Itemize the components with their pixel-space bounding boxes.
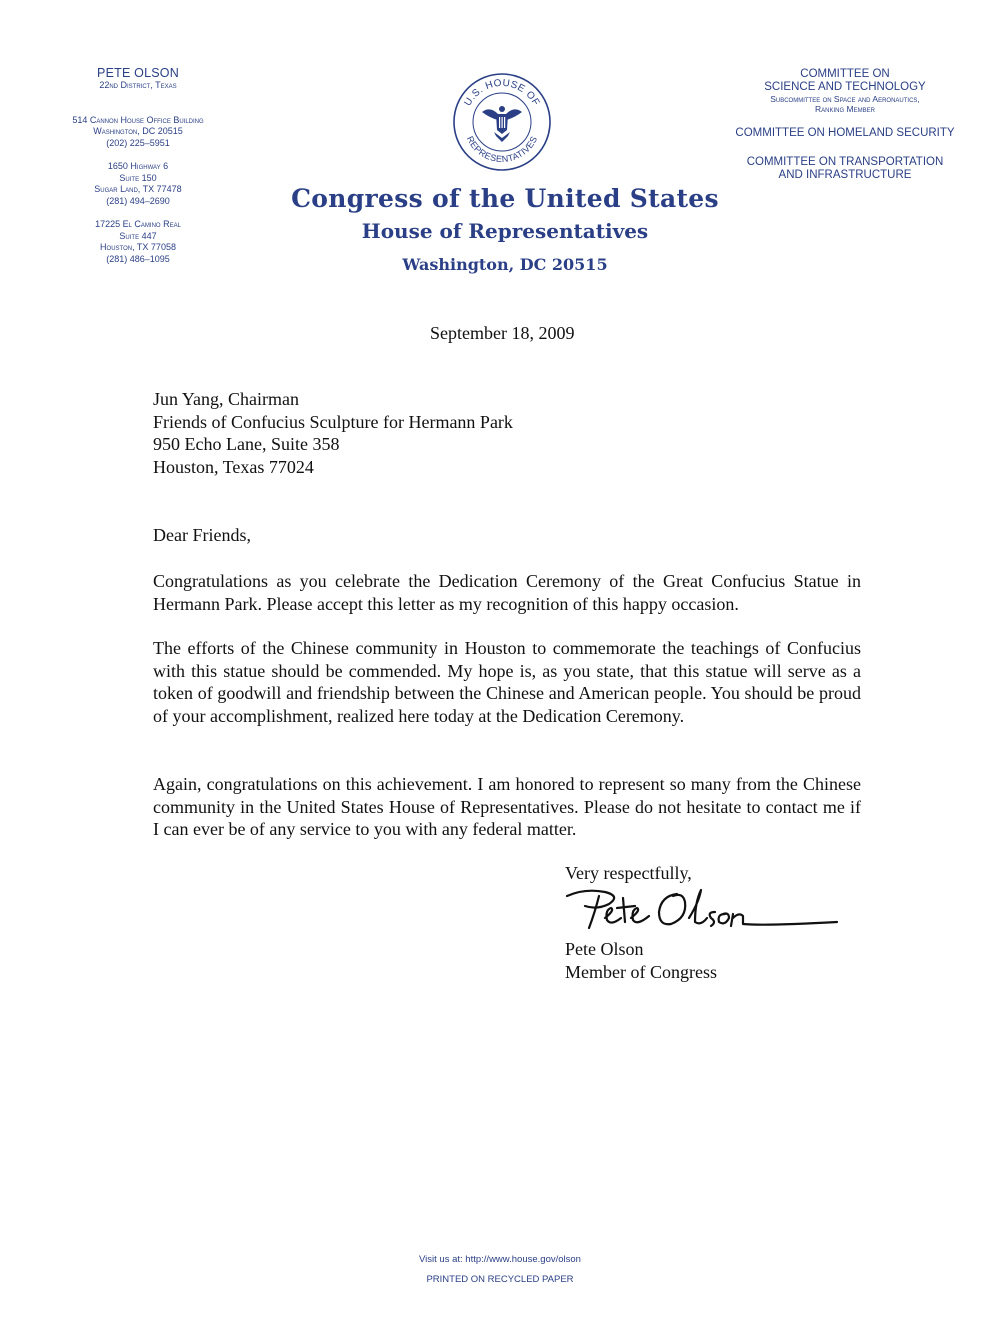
svg-text:REPRESENTATIVES: REPRESENTATIVES	[464, 134, 540, 165]
sender-name: PETE OLSON	[97, 66, 179, 80]
office-washington	[40, 115, 236, 150]
office-line: Suite 447	[119, 230, 157, 241]
office-line: Suite 150	[119, 172, 157, 183]
committee-line: COMMITTEE ON TRANSPORTATION	[746, 156, 944, 168]
recipient-line: Jun Yang, Chairman	[153, 389, 300, 409]
closing: Very respectfully,	[565, 863, 692, 883]
office-phone: (281) 486–1095	[106, 253, 170, 264]
office-phone: (281) 494–2690	[106, 195, 170, 206]
office-phone: (202) 225–5951	[106, 137, 170, 148]
letter-date: September 18, 2009	[430, 323, 575, 343]
sender-district: 22nd District, Texas	[99, 80, 177, 90]
committee-role: Ranking Member	[815, 104, 875, 114]
subcommittee-line: Subcommittee on Space and Aeronautics,	[770, 94, 920, 104]
recipient-line: Friends of Confucius Sculpture for Hermann Park	[153, 411, 513, 432]
office-line: Houston, TX 77058	[100, 242, 176, 252]
recipient-line: Houston, Texas 77024	[153, 456, 314, 477]
body-paragraph: Again, congratulations on this achievement. I am honored to represent so many from the Chinese community in the United States House of Representatives. Please do not hesitate to contact me if I can ever be of any service to you with any federal matter.	[153, 774, 861, 839]
office-line: Sugar Land, TX 77478	[94, 184, 182, 194]
handwritten-signature	[565, 882, 840, 942]
footer-recycled: PRINTED ON RECYCLED PAPER	[426, 1274, 574, 1285]
body-paragraph: Congratulations as you celebrate the Dedication Ceremony of the Great Confucius Statue in Hermann Park. Please accept this letter as my recognition of this happy occasion.	[153, 571, 861, 614]
committee-block	[720, 68, 970, 182]
letterhead-title-block	[280, 182, 730, 280]
committee-transportation	[720, 156, 970, 182]
office-houston	[40, 219, 236, 265]
body-paragraph: The efforts of the Chinese community in Houston to commemorate the teachings of Confucius with this statue should be commended. My hope is, as you state, that this statue will serve as a token of goodwill and friendship between the Chinese and American people. You should be proud of your accomplishment, realized here today at the Dedication Ceremony.	[153, 638, 861, 726]
office-line: 514 Cannon House Office Building	[72, 114, 204, 125]
committee-line: COMMITTEE ON HOMELAND SECURITY	[735, 127, 955, 139]
office-line: 17225 El Camino Real	[95, 219, 181, 229]
sender-address-block	[40, 66, 236, 265]
committee-line: AND INFRASTRUCTURE	[778, 169, 912, 181]
letterhead-location: Washington, DC 20515	[402, 255, 608, 274]
signer-title: Member of Congress	[565, 961, 717, 982]
svg-text:U.S. HOUSE OF: U.S. HOUSE OF	[462, 77, 542, 109]
recipient-address	[153, 388, 513, 478]
committee-line: SCIENCE AND TECHNOLOGY	[764, 81, 926, 93]
office-sugar-land	[40, 161, 236, 207]
signer-name: Pete Olson	[565, 939, 644, 959]
footer-website: Visit us at: http://www.house.gov/olson	[419, 1254, 581, 1265]
letterhead-title: Congress of the United States	[291, 184, 719, 213]
committee-line: COMMITTEE ON	[800, 68, 890, 80]
salutation: Dear Friends,	[153, 525, 251, 545]
committee-homeland	[720, 127, 970, 140]
footer	[350, 1250, 650, 1290]
office-line: 1650 Highway 6	[107, 161, 169, 171]
house-seal-icon	[452, 72, 552, 172]
signer-block	[565, 938, 717, 983]
recipient-line: 950 Echo Lane, Suite 358	[153, 434, 340, 454]
office-line: Washington, DC 20515	[93, 126, 183, 136]
committee-science	[720, 68, 970, 114]
letterhead-subtitle: House of Representatives	[361, 219, 649, 243]
